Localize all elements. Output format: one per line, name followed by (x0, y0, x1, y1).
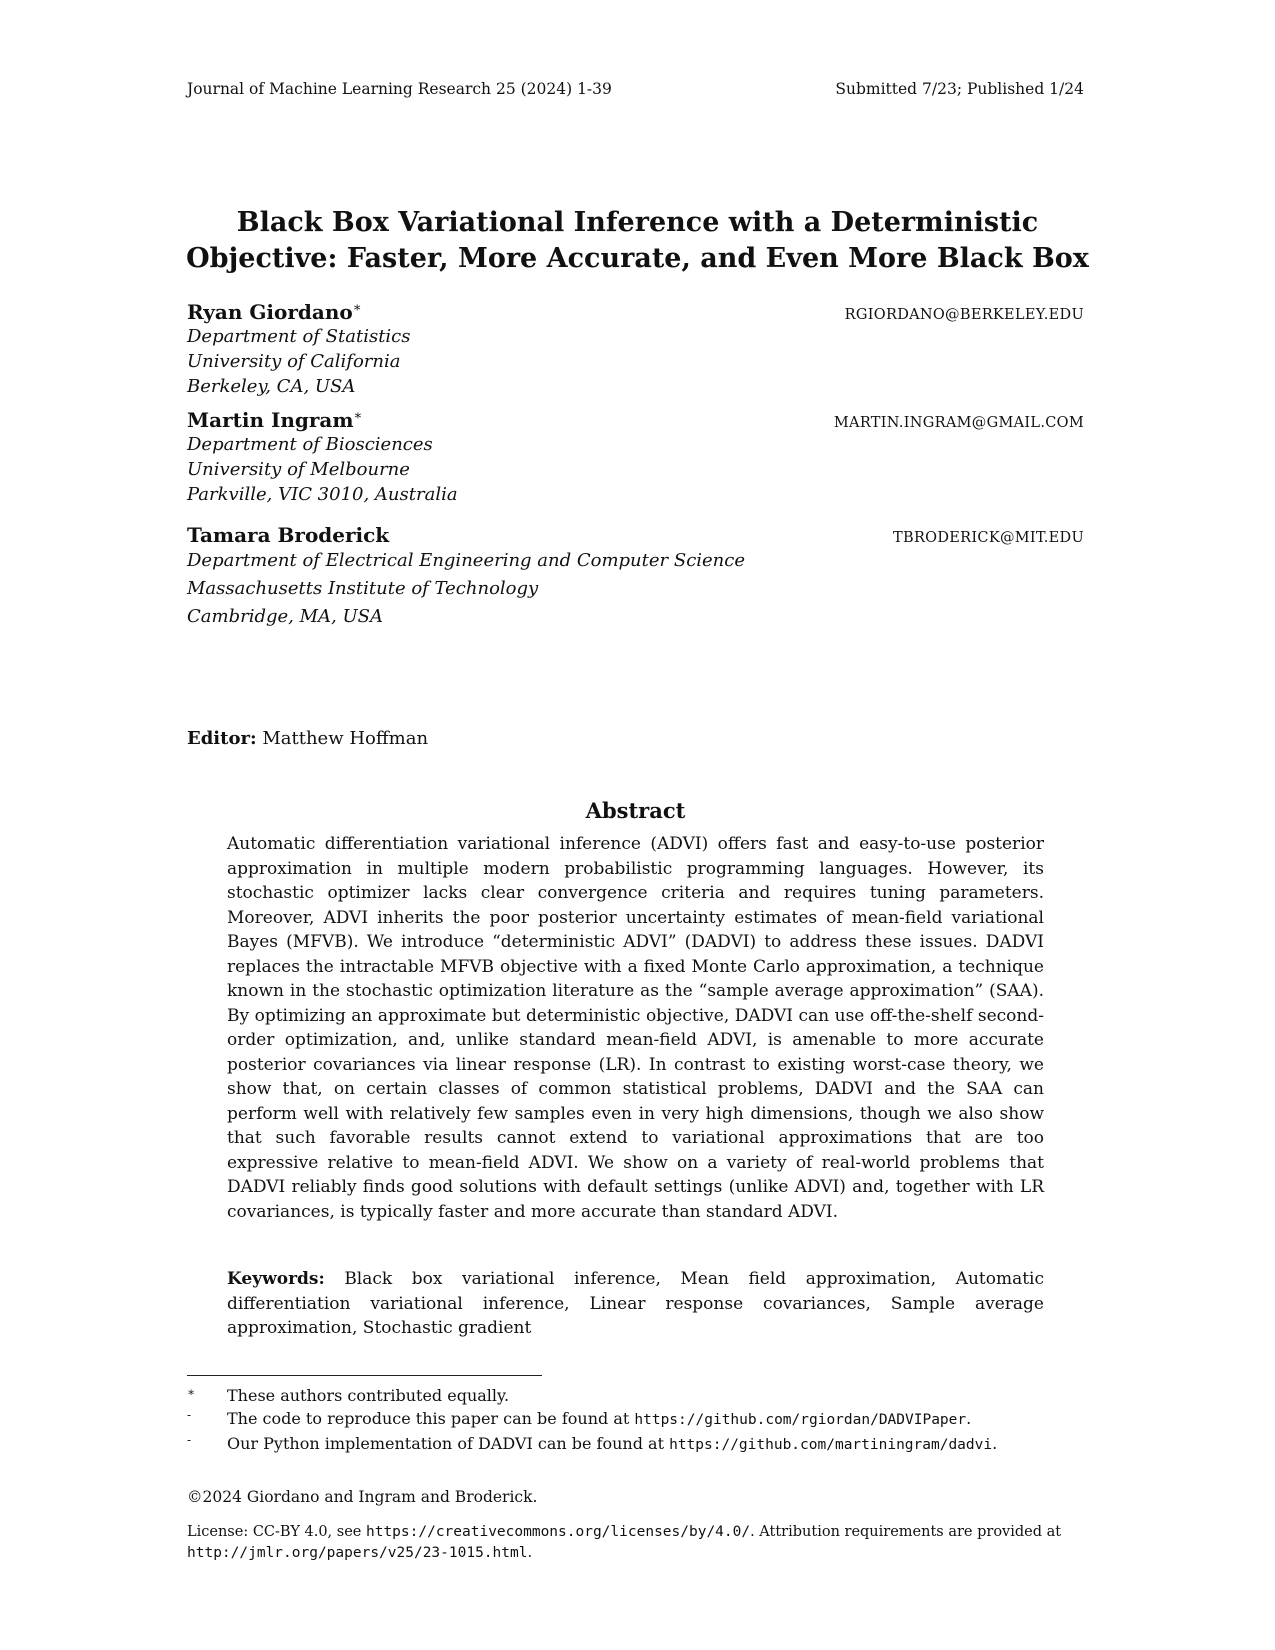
footnote-mark: ∗ (187, 1385, 196, 1399)
author-email[interactable]: RGIORDANO@BERKELEY.EDU (844, 307, 1084, 323)
author-block (187, 408, 1084, 507)
keywords-label: Keywords: (227, 1269, 325, 1289)
footnotes (187, 1384, 1084, 1457)
keywords (227, 1267, 1044, 1341)
author-affiliation: Department of Electrical Engineering and Computer Science Massachusetts Institute of Technology Cambridge, MA, USA (187, 550, 746, 627)
author-affiliation: Department of Statistics University of California Berkeley, CA, USA (187, 326, 411, 397)
footnote-mark: - (187, 1433, 192, 1447)
journal-citation: Journal of Machine Learning Research 25 (2024) 1-39 (187, 80, 612, 98)
author-name: Martin Ingram∗ (187, 408, 363, 432)
submission-dates: Submitted 7/23; Published 1/24 (835, 80, 1084, 98)
equal-contribution-mark: ∗ (353, 408, 363, 424)
footnote-mark: - (187, 1408, 192, 1422)
footnote-divider (187, 1375, 542, 1376)
author-block (187, 523, 1084, 631)
abstract-text: Automatic differentiation variational inference (ADVI) offers fast and easy-to-use posterior approximation in multiple modern probabilistic programming languages. However, its stochastic optimizer lacks clear convergence criteria and requires tuning parameters. Moreover, ADVI inherits the poor posterior uncertainty estimates of mean-field variational Bayes (MFVB). We introduce “deterministic ADVI” (DADVI) to address these issues. DADVI replaces the intractable MFVB objective with a fixed Monte Carlo approximation, a technique known in the stochastic optimization literature as the “sample average approximation” (SAA). By optimizing an approximate but deterministic objective, DADVI can use off-the-shelf second-order optimization, and, unlike standard mean-field ADVI, is amenable to more accurate posterior covariances via linear response (LR). In contrast to existing worst-case theory, we show that, on certain classes of common statistical problems, DADVI and the SAA can perform well with relatively few samples even in very high dimensions, though we also show that such favorable results cannot extend to variational approximations that are too expressive relative to mean-field ADVI. We show on a variety of real-world problems that DADVI reliably finds good solutions with default settings (unlike ADVI) and, together with LR covariances, is typically faster and more accurate than standard ADVI. (227, 834, 1044, 1222)
license-notice: License: CC-BY 4.0, see https://creativecommons.org/licenses/by/4.0/. Attribution requirements are provided at http://jmlr.org/papers/v25/23-1015.html. (187, 1524, 1062, 1561)
footnote: - Our Python implementation of DADVI can be found at https://github.com/martiningram/dadvi. (187, 1432, 1084, 1457)
license-link[interactable]: https://creativecommons.org/licenses/by/4.0/ (365, 1524, 751, 1540)
author-email[interactable]: TBRODERICK@MIT.EDU (893, 530, 1084, 546)
footnote: - The code to reproduce this paper can be found at https://github.com/rgiordan/DADVIPaper. (187, 1407, 1084, 1432)
title-line-1: Black Box Variational Inference with a Deterministic (236, 207, 1039, 238)
abstract-heading: Abstract (585, 798, 686, 823)
title-line-2: Objective: Faster, More Accurate, and Even More Black Box (186, 243, 1089, 274)
author-name: Tamara Broderick (187, 523, 390, 547)
jmlr-paper-link[interactable]: http://jmlr.org/papers/v25/23-1015.html (187, 1545, 528, 1561)
author-email[interactable]: MARTIN.INGRAM@GMAIL.COM (833, 415, 1084, 431)
footnote: ∗ These authors contributed equally. (187, 1384, 1084, 1407)
author-block (187, 300, 1084, 399)
editor-name: Matthew Hoffman (262, 728, 429, 749)
code-repo-link[interactable]: https://github.com/rgiordan/DADVIPaper (634, 1412, 967, 1428)
editor-line (187, 728, 428, 749)
editor-label: Editor: (187, 728, 257, 749)
copyright-notice: ©2024 Giordano and Ingram and Broderick. (187, 1488, 538, 1506)
running-header (187, 80, 1084, 98)
implementation-repo-link[interactable]: https://github.com/martiningram/dadvi (669, 1437, 993, 1453)
paper-title (140, 205, 1135, 277)
keywords-text: Black box variational inference, Mean field approximation, Automatic differentiation variational inference, Linear response covariances, Sample average approximation, Stochastic gradient (227, 1269, 1044, 1338)
equal-contribution-mark: ∗ (352, 300, 362, 316)
author-affiliation: Department of Biosciences University of Melbourne Parkville, VIC 3010, Australia (187, 434, 458, 505)
author-name: Ryan Giordano∗ (187, 300, 362, 324)
